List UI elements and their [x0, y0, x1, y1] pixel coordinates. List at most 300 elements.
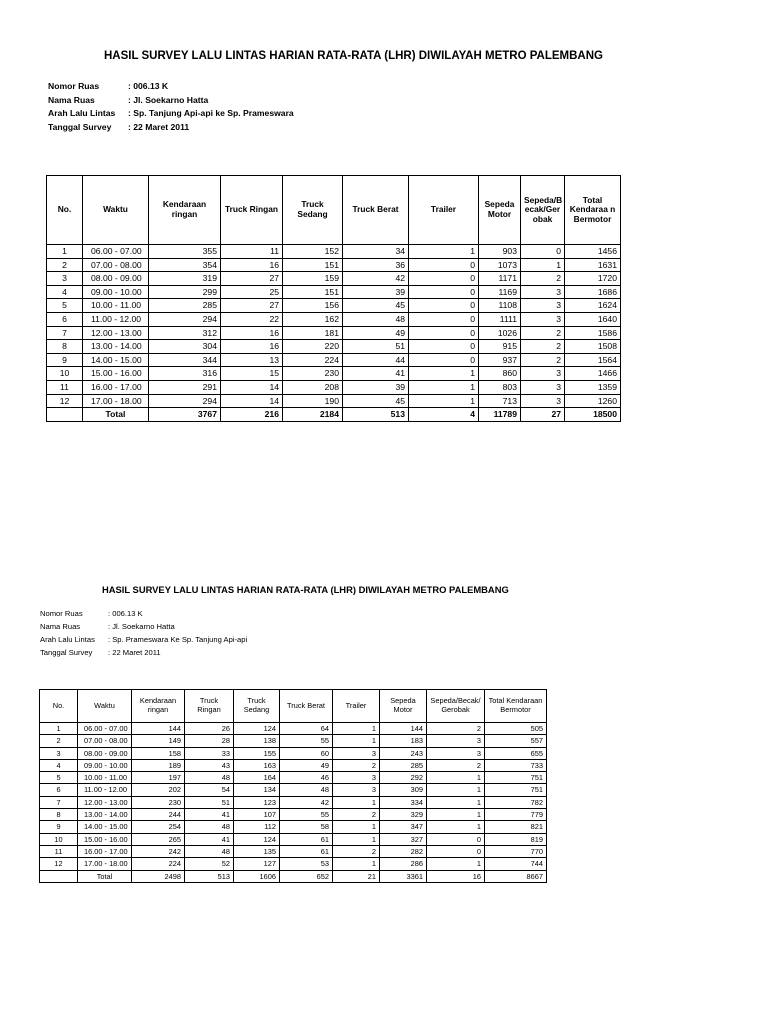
table-cell: 355	[149, 245, 221, 259]
meta-label: Tanggal Survey	[48, 121, 112, 132]
table-cell: 803	[479, 380, 521, 394]
table-row	[47, 340, 621, 354]
row-number-cell: 12	[40, 858, 78, 870]
table-cell: 4	[409, 408, 479, 422]
meta-label: Nomor Ruas	[48, 81, 100, 91]
table-cell: 1	[521, 258, 565, 272]
table-cell: 21	[333, 870, 380, 882]
table-cell: 55	[280, 735, 333, 747]
table-cell: 135	[234, 845, 280, 857]
table-cell: 3	[427, 735, 485, 747]
table-cell: 54	[185, 784, 234, 796]
row-time-cell: 09.00 - 10.00	[83, 285, 149, 299]
table-cell: 1686	[565, 285, 621, 299]
table-cell: 0	[427, 833, 485, 845]
table-cell: 1624	[565, 299, 621, 313]
row-time-cell: 17.00 - 18.00	[78, 858, 132, 870]
table-cell: 43	[185, 759, 234, 771]
table-cell: 2	[333, 759, 380, 771]
table-cell: 294	[149, 312, 221, 326]
table-cell: 316	[149, 367, 221, 381]
table-cell: 821	[485, 821, 547, 833]
table-cell: 2184	[283, 408, 343, 422]
table-header-row	[47, 176, 621, 245]
table-cell: 0	[409, 340, 479, 354]
table-row	[40, 723, 547, 735]
table-cell: 751	[485, 772, 547, 784]
table-cell: 513	[185, 870, 234, 882]
col-header-sepeda-motor: Sepeda Motor	[479, 176, 521, 245]
col-header-truck-ringan: Truck Ringan	[221, 176, 283, 245]
table-cell: 64	[280, 723, 333, 735]
table-cell: 202	[132, 784, 185, 796]
meta-value: : Jl. Soekarno Hatta	[128, 94, 209, 105]
meta-value: : 006.13 K	[128, 81, 169, 91]
table-cell: 1	[333, 796, 380, 808]
meta-label: Arah Lalu Lintas	[40, 635, 95, 644]
table-cell: 1564	[565, 353, 621, 367]
table-cell: 45	[343, 394, 409, 408]
report1-title: HASIL SURVEY LALU LINTAS HARIAN RATA-RATA (LHR) DIWILAYAH METRO PALEMBANG	[104, 50, 603, 62]
table-cell: 11789	[479, 408, 521, 422]
table-row	[40, 821, 547, 833]
col-header-waktu: Waktu	[83, 176, 149, 245]
table-cell: 2498	[132, 870, 185, 882]
table-cell: 159	[283, 272, 343, 286]
table-cell: 915	[479, 340, 521, 354]
table-cell: 42	[343, 272, 409, 286]
table-cell: 3	[521, 285, 565, 299]
row-number-cell: 3	[47, 272, 83, 286]
row-number-cell: 7	[40, 796, 78, 808]
table-cell: 1720	[565, 272, 621, 286]
table-cell: 329	[380, 809, 427, 821]
table-cell: 134	[234, 784, 280, 796]
table-cell: 224	[283, 353, 343, 367]
table-cell: 124	[234, 723, 280, 735]
col-header-sepeda-becak-gerobak: Sepeda/Becak/ Gerobak	[427, 690, 485, 723]
table-cell: 2	[521, 340, 565, 354]
table-cell: 13	[221, 353, 283, 367]
table-cell: 782	[485, 796, 547, 808]
table-cell: 123	[234, 796, 280, 808]
col-header-truck-ringan: Truck Ringan	[185, 690, 234, 723]
table-cell: 1640	[565, 312, 621, 326]
table-cell: 354	[149, 258, 221, 272]
meta-value: : Jl. Soekarno Hatta	[108, 622, 175, 631]
table-cell: 3	[521, 312, 565, 326]
row-number-cell: 7	[47, 326, 83, 340]
table-cell: 138	[234, 735, 280, 747]
table-cell: 304	[149, 340, 221, 354]
row-number-cell: 5	[47, 299, 83, 313]
table-cell: 11	[221, 245, 283, 259]
table-cell: 26	[185, 723, 234, 735]
col-header-truck-berat: Truck Berat	[343, 176, 409, 245]
col-header-trailer: Trailer	[333, 690, 380, 723]
table-cell: 1026	[479, 326, 521, 340]
table-cell: 230	[132, 796, 185, 808]
row-number-cell: 2	[47, 258, 83, 272]
row-time-cell: 12.00 - 13.00	[78, 796, 132, 808]
col-header-truck-sedang: Truck Sedang	[283, 176, 343, 245]
table-cell: 1111	[479, 312, 521, 326]
table-cell: 2	[521, 272, 565, 286]
table-cell: 1456	[565, 245, 621, 259]
table-cell: 197	[132, 772, 185, 784]
col-header-no: No.	[40, 690, 78, 723]
table-cell: 0	[409, 285, 479, 299]
table-cell: 16	[221, 326, 283, 340]
table-row	[40, 784, 547, 796]
row-number-cell: 1	[47, 245, 83, 259]
table-cell: 1	[427, 809, 485, 821]
table-cell: 41	[343, 367, 409, 381]
table-cell: 25	[221, 285, 283, 299]
table-cell: 286	[380, 858, 427, 870]
table-cell: 1	[427, 796, 485, 808]
table-cell: 937	[479, 353, 521, 367]
table-cell: 144	[380, 723, 427, 735]
table-cell: 155	[234, 747, 280, 759]
row-number-cell: 8	[40, 809, 78, 821]
table-cell: 156	[283, 299, 343, 313]
report2-table	[39, 689, 547, 883]
meta-label: Nomor Ruas	[40, 609, 83, 618]
table-cell: 557	[485, 735, 547, 747]
table-cell: 860	[479, 367, 521, 381]
row-time-cell: 16.00 - 17.00	[78, 845, 132, 857]
table-cell: 149	[132, 735, 185, 747]
row-number-cell	[40, 870, 78, 882]
table-body	[40, 723, 547, 883]
table-cell: 299	[149, 285, 221, 299]
table-cell: 254	[132, 821, 185, 833]
table-cell: 3	[521, 380, 565, 394]
table-cell: 2	[427, 723, 485, 735]
table-cell: 0	[409, 299, 479, 313]
table-cell: 1	[333, 735, 380, 747]
table-cell: 151	[283, 285, 343, 299]
row-number-cell: 6	[40, 784, 78, 796]
meta-label: Nama Ruas	[48, 94, 95, 105]
table-cell: 1108	[479, 299, 521, 313]
row-number-cell: 10	[47, 367, 83, 381]
row-number-cell	[47, 408, 83, 422]
table-cell: 39	[343, 285, 409, 299]
table-cell: 44	[343, 353, 409, 367]
table-cell: 1	[409, 380, 479, 394]
table-cell: 2	[521, 353, 565, 367]
row-number-cell: 5	[40, 772, 78, 784]
table-cell: 0	[409, 272, 479, 286]
table-cell: 347	[380, 821, 427, 833]
table-cell: 124	[234, 833, 280, 845]
row-number-cell: 6	[47, 312, 83, 326]
row-number-cell: 9	[40, 821, 78, 833]
table-cell: 39	[343, 380, 409, 394]
table-cell: 14	[221, 394, 283, 408]
table-row	[47, 312, 621, 326]
col-header-kendaraan-ringan: Kendaraan ringan	[132, 690, 185, 723]
row-time-cell: 06.00 - 07.00	[78, 723, 132, 735]
table-cell: 1359	[565, 380, 621, 394]
table-cell: 2	[521, 326, 565, 340]
table-cell: 48	[185, 772, 234, 784]
table-cell: 0	[409, 258, 479, 272]
table-cell: 52	[185, 858, 234, 870]
table-cell: 655	[485, 747, 547, 759]
table-cell: 158	[132, 747, 185, 759]
row-time-cell: 12.00 - 13.00	[83, 326, 149, 340]
table-cell: 51	[343, 340, 409, 354]
row-number-cell: 3	[40, 747, 78, 759]
table-cell: 344	[149, 353, 221, 367]
table-cell: 294	[149, 394, 221, 408]
table-row	[47, 245, 621, 259]
table-cell: 751	[485, 784, 547, 796]
table-cell: 164	[234, 772, 280, 784]
table-cell: 208	[283, 380, 343, 394]
report1-table	[46, 175, 621, 422]
table-cell: 61	[280, 845, 333, 857]
table-cell: 1	[409, 245, 479, 259]
row-time-cell: Total	[83, 408, 149, 422]
row-time-cell: 11.00 - 12.00	[78, 784, 132, 796]
table-cell: 18500	[565, 408, 621, 422]
table-cell: 224	[132, 858, 185, 870]
row-number-cell: 9	[47, 353, 83, 367]
meta-label: Tanggal Survey	[40, 648, 93, 657]
col-header-total-kendaraan: Total Kendaraa n Bermotor	[565, 176, 621, 245]
table-cell: 27	[521, 408, 565, 422]
table-cell: 127	[234, 858, 280, 870]
table-cell: 0	[427, 845, 485, 857]
row-time-cell: 14.00 - 15.00	[83, 353, 149, 367]
table-cell: 48	[185, 821, 234, 833]
table-row	[40, 845, 547, 857]
table-cell: 16	[221, 340, 283, 354]
row-time-cell: 13.00 - 14.00	[83, 340, 149, 354]
table-cell: 1	[427, 821, 485, 833]
row-time-cell: 10.00 - 11.00	[78, 772, 132, 784]
table-cell: 334	[380, 796, 427, 808]
meta-value: : 006.13 K	[108, 609, 143, 618]
table-cell: 505	[485, 723, 547, 735]
table-cell: 0	[409, 312, 479, 326]
table-cell: 8667	[485, 870, 547, 882]
row-time-cell: 17.00 - 18.00	[83, 394, 149, 408]
table-cell: 1	[427, 858, 485, 870]
table-cell: 14	[221, 380, 283, 394]
table-cell: 216	[221, 408, 283, 422]
table-cell: 16	[221, 258, 283, 272]
table-cell: 15	[221, 367, 283, 381]
table-row	[47, 285, 621, 299]
table-cell: 45	[343, 299, 409, 313]
table-cell: 61	[280, 833, 333, 845]
meta-label: Nama Ruas	[40, 622, 81, 631]
table-cell: 265	[132, 833, 185, 845]
table-cell: 242	[132, 845, 185, 857]
table-row	[47, 299, 621, 313]
table-cell: 2	[333, 809, 380, 821]
table-row	[40, 796, 547, 808]
table-cell: 60	[280, 747, 333, 759]
table-cell: 285	[380, 759, 427, 771]
table-cell: 3767	[149, 408, 221, 422]
row-time-cell: 13.00 - 14.00	[78, 809, 132, 821]
table-cell: 41	[185, 809, 234, 821]
table-cell: 49	[280, 759, 333, 771]
table-cell: 903	[479, 245, 521, 259]
row-time-cell: 11.00 - 12.00	[83, 312, 149, 326]
table-cell: 1	[333, 723, 380, 735]
table-cell: 41	[185, 833, 234, 845]
table-cell: 282	[380, 845, 427, 857]
table-cell: 1631	[565, 258, 621, 272]
table-cell: 243	[380, 747, 427, 759]
table-cell: 151	[283, 258, 343, 272]
table-cell: 1	[333, 821, 380, 833]
meta-value: : Sp. Tanjung Api-api ke Sp. Prameswara	[128, 108, 294, 118]
table-cell: 1	[409, 367, 479, 381]
table-cell: 33	[185, 747, 234, 759]
table-cell: 3	[427, 747, 485, 759]
table-cell: 1	[427, 784, 485, 796]
table-cell: 190	[283, 394, 343, 408]
meta-value: : Sp. Prameswara Ke Sp. Tanjung Api-api	[108, 635, 248, 644]
table-cell: 3361	[380, 870, 427, 882]
table-cell: 1508	[565, 340, 621, 354]
table-row	[40, 809, 547, 821]
row-number-cell: 11	[47, 380, 83, 394]
table-cell: 779	[485, 809, 547, 821]
table-cell: 55	[280, 809, 333, 821]
table-cell: 0	[409, 353, 479, 367]
col-header-kendaraan-ringan: Kendaraan ringan	[149, 176, 221, 245]
row-time-cell: 15.00 - 16.00	[78, 833, 132, 845]
table-cell: 1260	[565, 394, 621, 408]
table-cell: 46	[280, 772, 333, 784]
table-cell: 1	[333, 858, 380, 870]
table-cell: 3	[333, 772, 380, 784]
table-cell: 162	[283, 312, 343, 326]
row-time-cell: 07.00 - 08.00	[78, 735, 132, 747]
table-cell: 152	[283, 245, 343, 259]
table-cell: 292	[380, 772, 427, 784]
meta-value: : 22 Maret 2011	[128, 121, 190, 132]
table-cell: 34	[343, 245, 409, 259]
row-number-cell: 11	[40, 845, 78, 857]
table-cell: 770	[485, 845, 547, 857]
row-number-cell: 12	[47, 394, 83, 408]
col-header-total-kendaraan: Total Kendaraan Bermotor	[485, 690, 547, 723]
table-cell: 163	[234, 759, 280, 771]
table-cell: 312	[149, 326, 221, 340]
table-cell: 48	[280, 784, 333, 796]
table-cell: 230	[283, 367, 343, 381]
col-header-trailer: Trailer	[409, 176, 479, 245]
table-cell: 652	[280, 870, 333, 882]
col-header-sepeda-becak-gerobak: Sepeda/B ecak/Ger obak	[521, 176, 565, 245]
table-cell: 733	[485, 759, 547, 771]
table-cell: 16	[427, 870, 485, 882]
table-cell: 27	[221, 299, 283, 313]
col-header-sepeda-motor: Sepeda Motor	[380, 690, 427, 723]
row-number-cell: 10	[40, 833, 78, 845]
table-row	[40, 858, 547, 870]
table-row	[47, 394, 621, 408]
table-cell: 48	[185, 845, 234, 857]
table-cell: 713	[479, 394, 521, 408]
row-number-cell: 1	[40, 723, 78, 735]
table-cell: 189	[132, 759, 185, 771]
table-row	[47, 326, 621, 340]
table-cell: 309	[380, 784, 427, 796]
row-number-cell: 8	[47, 340, 83, 354]
table-cell: 1171	[479, 272, 521, 286]
table-total-row	[40, 870, 547, 882]
table-cell: 3	[521, 299, 565, 313]
table-cell: 58	[280, 821, 333, 833]
table-row	[40, 759, 547, 771]
row-time-cell: 09.00 - 10.00	[78, 759, 132, 771]
meta-label: Arah Lalu Lintas	[48, 108, 116, 118]
table-cell: 1466	[565, 367, 621, 381]
table-cell: 51	[185, 796, 234, 808]
table-row	[47, 367, 621, 381]
row-time-cell: 08.00 - 09.00	[83, 272, 149, 286]
table-cell: 36	[343, 258, 409, 272]
row-time-cell: 06.00 - 07.00	[83, 245, 149, 259]
table-cell: 53	[280, 858, 333, 870]
table-cell: 3	[521, 394, 565, 408]
col-header-truck-sedang: Truck Sedang	[234, 690, 280, 723]
table-cell: 2	[427, 759, 485, 771]
table-cell: 1073	[479, 258, 521, 272]
table-cell: 42	[280, 796, 333, 808]
table-cell: 291	[149, 380, 221, 394]
table-cell: 327	[380, 833, 427, 845]
col-header-truck-berat: Truck Berat	[280, 690, 333, 723]
table-cell: 28	[185, 735, 234, 747]
table-cell: 0	[409, 326, 479, 340]
table-cell: 319	[149, 272, 221, 286]
table-cell: 1606	[234, 870, 280, 882]
table-cell: 1	[427, 772, 485, 784]
table-row	[40, 833, 547, 845]
table-cell: 27	[221, 272, 283, 286]
table-cell: 144	[132, 723, 185, 735]
table-row	[47, 258, 621, 272]
table-row	[47, 380, 621, 394]
row-time-cell: 16.00 - 17.00	[83, 380, 149, 394]
table-cell: 1	[333, 833, 380, 845]
row-time-cell: 10.00 - 11.00	[83, 299, 149, 313]
col-header-waktu: Waktu	[78, 690, 132, 723]
table-body	[47, 245, 621, 422]
row-number-cell: 4	[40, 759, 78, 771]
table-cell: 107	[234, 809, 280, 821]
table-cell: 183	[380, 735, 427, 747]
report2-title: HASIL SURVEY LALU LINTAS HARIAN RATA-RATA (LHR) DIWILAYAH METRO PALEMBANG	[102, 584, 509, 595]
row-number-cell: 2	[40, 735, 78, 747]
table-cell: 22	[221, 312, 283, 326]
row-time-cell: 14.00 - 15.00	[78, 821, 132, 833]
table-cell: 1586	[565, 326, 621, 340]
table-row	[40, 772, 547, 784]
